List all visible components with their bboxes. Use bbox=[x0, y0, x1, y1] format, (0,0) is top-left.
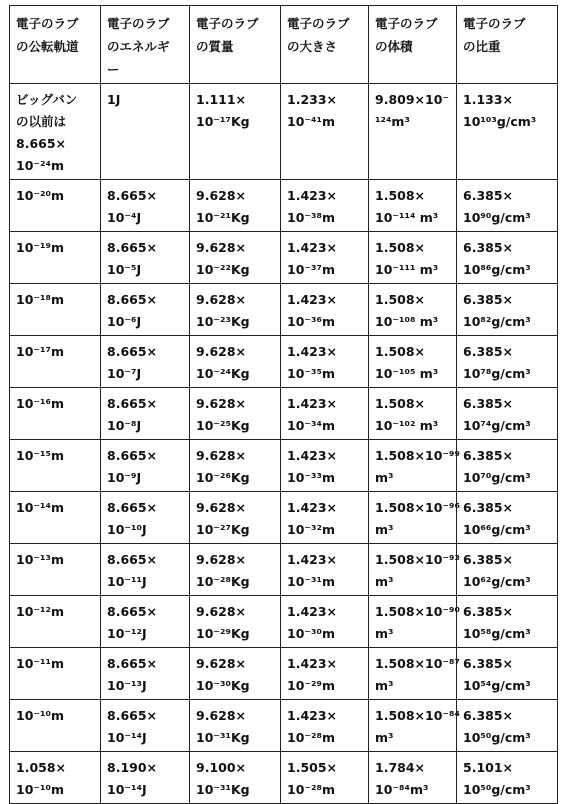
cell-text-line: 10⁻²⁹Kg bbox=[196, 626, 250, 641]
header-text-line: 電子のラブ bbox=[375, 16, 438, 31]
cell-text-line: 6.385× bbox=[463, 448, 514, 463]
header-text-line: ー bbox=[107, 62, 120, 77]
cell-text-line: 1.508×10⁻⁸⁷ bbox=[375, 656, 460, 671]
cell-text-line: 1.111× bbox=[196, 92, 247, 107]
cell-energy bbox=[101, 180, 190, 232]
cell-text-line: 10⁻²³Kg bbox=[196, 314, 250, 329]
cell-specific-gravity bbox=[457, 336, 558, 388]
cell-text-line: 10⁻³¹m bbox=[287, 574, 335, 589]
table-header-row bbox=[10, 6, 558, 84]
cell-text-line: 1.423× bbox=[287, 292, 338, 307]
header-orbit bbox=[10, 6, 101, 84]
cell-energy bbox=[101, 336, 190, 388]
cell-text-line: 10⁻¹⁶m bbox=[16, 396, 64, 411]
cell-text-line: 1.508×10⁻⁹⁶ bbox=[375, 500, 460, 515]
cell-orbit bbox=[10, 648, 101, 700]
cell-text-line: 9.628× bbox=[196, 240, 247, 255]
cell-text-line: 10⁻³⁰m bbox=[287, 626, 335, 641]
cell-energy bbox=[101, 544, 190, 596]
cell-text-line: 1.133× bbox=[463, 92, 514, 107]
cell-text-line: 1.508× bbox=[375, 396, 426, 411]
cell-text-line: 1.423× bbox=[287, 656, 338, 671]
cell-text-line: ¹²⁴m³ bbox=[375, 114, 410, 129]
cell-mass bbox=[190, 284, 281, 336]
cell-text-line: の以前は bbox=[16, 114, 67, 129]
cell-specific-gravity bbox=[457, 284, 558, 336]
header-text-line: の質量 bbox=[196, 39, 234, 54]
cell-text-line: 1J bbox=[107, 92, 121, 107]
cell-text-line: 10⁻¹⁴m bbox=[16, 500, 64, 515]
cell-size bbox=[281, 84, 369, 180]
cell-text-line: 10⁻²²Kg bbox=[196, 262, 250, 277]
cell-text-line: 8.665× bbox=[107, 188, 158, 203]
cell-text-line: 1.423× bbox=[287, 500, 338, 515]
cell-size bbox=[281, 388, 369, 440]
header-size bbox=[281, 6, 369, 84]
cell-text-line: m³ bbox=[375, 574, 394, 589]
cell-text-line: 10⁻¹⁰J bbox=[107, 522, 147, 537]
table-row bbox=[10, 232, 558, 284]
header-text-line: 電子のラブ bbox=[16, 16, 79, 31]
cell-text-line: 10⁵⁸g/cm³ bbox=[463, 626, 531, 641]
cell-text-line: 10⁻⁹J bbox=[107, 470, 142, 485]
cell-specific-gravity bbox=[457, 752, 558, 804]
cell-orbit bbox=[10, 388, 101, 440]
cell-text-line: 9.628× bbox=[196, 448, 247, 463]
cell-text-line: 6.385× bbox=[463, 188, 514, 203]
cell-text-line: 10⁻¹³J bbox=[107, 678, 147, 693]
cell-orbit bbox=[10, 84, 101, 180]
header-text-line: の比重 bbox=[463, 39, 501, 54]
cell-volume bbox=[369, 752, 457, 804]
cell-text-line: 10⁻¹⁰m bbox=[16, 782, 64, 797]
cell-text-line: 10⁻²⁸m bbox=[287, 782, 335, 797]
cell-text-line: 6.385× bbox=[463, 500, 514, 515]
cell-orbit bbox=[10, 596, 101, 648]
cell-text-line: 10⁻³⁴m bbox=[287, 418, 335, 433]
cell-text-line: 10⁻³⁶m bbox=[287, 314, 335, 329]
cell-text-line: m³ bbox=[375, 678, 394, 693]
cell-text-line: 10⁻¹⁹m bbox=[16, 240, 64, 255]
cell-text-line: 10⁷⁴g/cm³ bbox=[463, 418, 531, 433]
cell-energy bbox=[101, 596, 190, 648]
cell-text-line: 9.100× bbox=[196, 760, 247, 775]
cell-orbit bbox=[10, 180, 101, 232]
cell-text-line: 10⁶²g/cm³ bbox=[463, 574, 531, 589]
cell-text-line: 10⁵⁴g/cm³ bbox=[463, 678, 531, 693]
cell-text-line: 1.508×10⁻⁸⁴ bbox=[375, 708, 460, 723]
cell-text-line: 9.809×10⁻ bbox=[375, 92, 450, 107]
cell-text-line: 8.665× bbox=[107, 604, 158, 619]
cell-mass bbox=[190, 700, 281, 752]
cell-text-line: 8.665× bbox=[107, 344, 158, 359]
cell-text-line: 10⁻²⁶Kg bbox=[196, 470, 250, 485]
cell-text-line: 1.423× bbox=[287, 396, 338, 411]
cell-volume bbox=[369, 492, 460, 544]
cell-text-line: 6.385× bbox=[463, 292, 514, 307]
cell-text-line: m³ bbox=[375, 730, 394, 745]
cell-text-line: 10⁻⁶J bbox=[107, 314, 142, 329]
cell-mass bbox=[190, 336, 281, 388]
cell-orbit bbox=[10, 752, 101, 804]
header-specific-gravity bbox=[457, 6, 558, 84]
cell-specific-gravity bbox=[457, 492, 558, 544]
cell-text-line: 10⁻³¹Kg bbox=[196, 730, 250, 745]
cell-specific-gravity bbox=[457, 232, 558, 284]
cell-text-line: 1.508×10⁻⁹⁰ bbox=[375, 604, 460, 619]
cell-mass bbox=[190, 544, 281, 596]
cell-text-line: 10⁶⁶g/cm³ bbox=[463, 522, 531, 537]
cell-text-line: 9.628× bbox=[196, 292, 247, 307]
cell-size bbox=[281, 232, 369, 284]
cell-text-line: 8.665× bbox=[107, 240, 158, 255]
cell-volume bbox=[369, 84, 457, 180]
cell-text-line: 10⁻¹¹⁴ m³ bbox=[375, 210, 439, 225]
cell-text-line: 10⁻³⁷m bbox=[287, 262, 335, 277]
cell-text-line: 1.784× bbox=[375, 760, 426, 775]
cell-specific-gravity bbox=[457, 84, 558, 180]
cell-text-line: 1.508× bbox=[375, 344, 426, 359]
cell-text-line: 6.385× bbox=[463, 708, 514, 723]
cell-size bbox=[281, 596, 369, 648]
cell-text-line: 10⁻¹⁰² m³ bbox=[375, 418, 439, 433]
cell-mass bbox=[190, 232, 281, 284]
cell-text-line: 10⁻³²m bbox=[287, 522, 335, 537]
cell-text-line: 8.665× bbox=[107, 708, 158, 723]
cell-text-line: 10¹⁰³g/cm³ bbox=[463, 114, 537, 129]
header-text-line: の公転軌道 bbox=[16, 39, 79, 54]
cell-mass bbox=[190, 492, 281, 544]
cell-text-line: 1.423× bbox=[287, 188, 338, 203]
cell-text-line: 10⁻¹²J bbox=[107, 626, 147, 641]
cell-text-line: 10⁻³⁰Kg bbox=[196, 678, 250, 693]
cell-text-line: 10⁻²⁹m bbox=[287, 678, 335, 693]
cell-text-line: 1.508× bbox=[375, 292, 426, 307]
cell-energy bbox=[101, 284, 190, 336]
cell-text-line: 8.665× bbox=[107, 500, 158, 515]
cell-text-line: 10⁻¹⁰⁵ m³ bbox=[375, 366, 439, 381]
cell-mass bbox=[190, 388, 281, 440]
cell-specific-gravity bbox=[457, 596, 558, 648]
header-text-line: の体積 bbox=[375, 39, 413, 54]
header-text-line: の大きさ bbox=[287, 39, 338, 54]
table-row bbox=[10, 336, 558, 388]
cell-text-line: 8.665× bbox=[107, 552, 158, 567]
cell-text-line: 10⁻²⁴Kg bbox=[196, 366, 250, 381]
cell-text-line: 10⁻²⁰m bbox=[16, 188, 64, 203]
cell-energy bbox=[101, 84, 190, 180]
cell-size bbox=[281, 700, 369, 752]
table-row bbox=[10, 648, 558, 700]
header-text-line: のエネルギ bbox=[107, 39, 170, 54]
cell-text-line: 10⁻³⁸m bbox=[287, 210, 335, 225]
cell-text-line: 10⁻²⁸m bbox=[287, 730, 335, 745]
cell-volume bbox=[369, 440, 460, 492]
cell-specific-gravity bbox=[457, 388, 558, 440]
cell-volume bbox=[369, 700, 460, 752]
cell-text-line: 10⁻²¹Kg bbox=[196, 210, 250, 225]
cell-energy bbox=[101, 492, 190, 544]
cell-size bbox=[281, 648, 369, 700]
header-text-line: 電子のラブ bbox=[196, 16, 259, 31]
cell-text-line: 10⁷⁸g/cm³ bbox=[463, 366, 531, 381]
table-row bbox=[10, 596, 558, 648]
cell-text-line: 10⁸²g/cm³ bbox=[463, 314, 531, 329]
cell-text-line: 10⁻²⁸Kg bbox=[196, 574, 250, 589]
header-mass bbox=[190, 6, 281, 84]
cell-text-line: 6.385× bbox=[463, 344, 514, 359]
cell-energy bbox=[101, 232, 190, 284]
cell-mass bbox=[190, 648, 281, 700]
cell-volume bbox=[369, 596, 460, 648]
cell-mass bbox=[190, 180, 281, 232]
cell-volume bbox=[369, 544, 460, 596]
cell-text-line: 10⁻³⁵m bbox=[287, 366, 335, 381]
cell-volume bbox=[369, 180, 457, 232]
electron-love-table bbox=[9, 5, 558, 804]
cell-text-line: 5.101× bbox=[463, 760, 514, 775]
cell-volume bbox=[369, 336, 457, 388]
cell-text-line: m³ bbox=[375, 626, 394, 641]
cell-energy bbox=[101, 752, 190, 804]
cell-text-line: 6.385× bbox=[463, 656, 514, 671]
cell-text-line: 10⁻⁵J bbox=[107, 262, 142, 277]
header-text-line: 電子のラブ bbox=[463, 16, 526, 31]
table-row bbox=[10, 752, 558, 804]
cell-text-line: ビッグバン bbox=[16, 92, 78, 107]
cell-text-line: 10⁻¹⁰m bbox=[16, 708, 64, 723]
cell-size bbox=[281, 284, 369, 336]
cell-text-line: 10⁻⁸J bbox=[107, 418, 142, 433]
table-row bbox=[10, 388, 558, 440]
table-row bbox=[10, 492, 558, 544]
cell-size bbox=[281, 180, 369, 232]
cell-text-line: 10⁻¹⁴J bbox=[107, 782, 147, 797]
cell-text-line: 10⁵⁰g/cm³ bbox=[463, 782, 531, 797]
cell-text-line: 10⁻⁴J bbox=[107, 210, 142, 225]
cell-text-line: 1.423× bbox=[287, 604, 338, 619]
cell-text-line: 1.423× bbox=[287, 240, 338, 255]
cell-text-line: 8.665× bbox=[107, 448, 158, 463]
cell-mass bbox=[190, 752, 281, 804]
cell-text-line: 1.505× bbox=[287, 760, 338, 775]
cell-text-line: 10⁻¹²m bbox=[16, 604, 64, 619]
cell-text-line: 6.385× bbox=[463, 604, 514, 619]
cell-energy bbox=[101, 440, 190, 492]
cell-volume bbox=[369, 284, 457, 336]
cell-orbit bbox=[10, 700, 101, 752]
cell-energy bbox=[101, 388, 190, 440]
cell-text-line: 8.665× bbox=[107, 396, 158, 411]
cell-text-line: 1.508× bbox=[375, 188, 426, 203]
cell-orbit bbox=[10, 544, 101, 596]
cell-text-line: 9.628× bbox=[196, 500, 247, 515]
table-row bbox=[10, 180, 558, 232]
cell-text-line: 10⁻¹¹m bbox=[16, 656, 64, 671]
cell-text-line: 1.508× bbox=[375, 240, 426, 255]
table-body bbox=[10, 84, 558, 804]
cell-orbit bbox=[10, 336, 101, 388]
cell-size bbox=[281, 752, 369, 804]
cell-volume bbox=[369, 232, 457, 284]
cell-text-line: 10⁻²⁷Kg bbox=[196, 522, 250, 537]
cell-text-line: 9.628× bbox=[196, 344, 247, 359]
cell-specific-gravity bbox=[457, 440, 558, 492]
cell-text-line: 6.385× bbox=[463, 396, 514, 411]
cell-orbit bbox=[10, 284, 101, 336]
cell-volume bbox=[369, 388, 457, 440]
table-row bbox=[10, 284, 558, 336]
cell-text-line: 10⁻¹⁸m bbox=[16, 292, 64, 307]
cell-text-line: 8.665× bbox=[107, 292, 158, 307]
cell-text-line: 9.628× bbox=[196, 656, 247, 671]
cell-text-line: 10⁻²⁵Kg bbox=[196, 418, 250, 433]
cell-text-line: 8.665× bbox=[16, 136, 67, 151]
cell-specific-gravity bbox=[457, 180, 558, 232]
cell-text-line: 10⁹⁰g/cm³ bbox=[463, 210, 531, 225]
cell-text-line: 10⁻¹⁰⁸ m³ bbox=[375, 314, 439, 329]
cell-text-line: 10⁻¹⁷m bbox=[16, 344, 64, 359]
header-volume bbox=[369, 6, 457, 84]
cell-text-line: 10⁻¹¹¹ m³ bbox=[375, 262, 439, 277]
cell-text-line: 1.423× bbox=[287, 552, 338, 567]
cell-size bbox=[281, 336, 369, 388]
cell-orbit bbox=[10, 492, 101, 544]
table-row bbox=[10, 700, 558, 752]
cell-text-line: 10⁸⁶g/cm³ bbox=[463, 262, 531, 277]
cell-text-line: m³ bbox=[375, 522, 394, 537]
cell-text-line: 6.385× bbox=[463, 240, 514, 255]
cell-specific-gravity bbox=[457, 544, 558, 596]
cell-text-line: 10⁻⁸⁴m³ bbox=[375, 782, 429, 797]
cell-text-line: 6.385× bbox=[463, 552, 514, 567]
cell-mass bbox=[190, 440, 281, 492]
cell-text-line: m³ bbox=[375, 470, 394, 485]
cell-text-line: 1.423× bbox=[287, 344, 338, 359]
cell-energy bbox=[101, 700, 190, 752]
cell-text-line: 8.665× bbox=[107, 656, 158, 671]
cell-text-line: 10⁷⁰g/cm³ bbox=[463, 470, 531, 485]
cell-text-line: 1.508×10⁻⁹⁹ bbox=[375, 448, 460, 463]
header-text-line: 電子のラブ bbox=[287, 16, 350, 31]
cell-text-line: 10⁻³¹Kg bbox=[196, 782, 250, 797]
cell-text-line: 10⁻²⁴m bbox=[16, 158, 64, 173]
cell-text-line: 10⁻⁴¹m bbox=[287, 114, 335, 129]
table-row bbox=[10, 440, 558, 492]
cell-text-line: 10⁻¹⁵m bbox=[16, 448, 64, 463]
cell-text-line: 9.628× bbox=[196, 188, 247, 203]
cell-size bbox=[281, 440, 369, 492]
header-text-line: 電子のラブ bbox=[107, 16, 170, 31]
cell-mass bbox=[190, 596, 281, 648]
cell-text-line: 1.058× bbox=[16, 760, 67, 775]
cell-specific-gravity bbox=[457, 700, 558, 752]
cell-text-line: 10⁻¹³m bbox=[16, 552, 64, 567]
cell-size bbox=[281, 544, 369, 596]
cell-text-line: 1.423× bbox=[287, 708, 338, 723]
cell-orbit bbox=[10, 440, 101, 492]
cell-text-line: 10⁻¹¹J bbox=[107, 574, 147, 589]
cell-text-line: 9.628× bbox=[196, 708, 247, 723]
cell-text-line: 10⁻¹⁷Kg bbox=[196, 114, 250, 129]
cell-text-line: 10⁵⁰g/cm³ bbox=[463, 730, 531, 745]
cell-orbit bbox=[10, 232, 101, 284]
table-row bbox=[10, 84, 558, 180]
table-row bbox=[10, 544, 558, 596]
cell-text-line: 10⁻³³m bbox=[287, 470, 335, 485]
cell-specific-gravity bbox=[457, 648, 558, 700]
cell-text-line: 1.423× bbox=[287, 448, 338, 463]
cell-text-line: 8.190× bbox=[107, 760, 158, 775]
cell-text-line: 10⁻⁷J bbox=[107, 366, 142, 381]
cell-text-line: 9.628× bbox=[196, 396, 247, 411]
cell-text-line: 9.628× bbox=[196, 552, 247, 567]
cell-size bbox=[281, 492, 369, 544]
cell-text-line: 1.233× bbox=[287, 92, 338, 107]
cell-text-line: 9.628× bbox=[196, 604, 247, 619]
cell-energy bbox=[101, 648, 190, 700]
cell-mass bbox=[190, 84, 281, 180]
cell-text-line: 1.508×10⁻⁹³ bbox=[375, 552, 460, 567]
header-energy bbox=[101, 6, 190, 84]
cell-text-line: 10⁻¹⁴J bbox=[107, 730, 147, 745]
cell-volume bbox=[369, 648, 460, 700]
